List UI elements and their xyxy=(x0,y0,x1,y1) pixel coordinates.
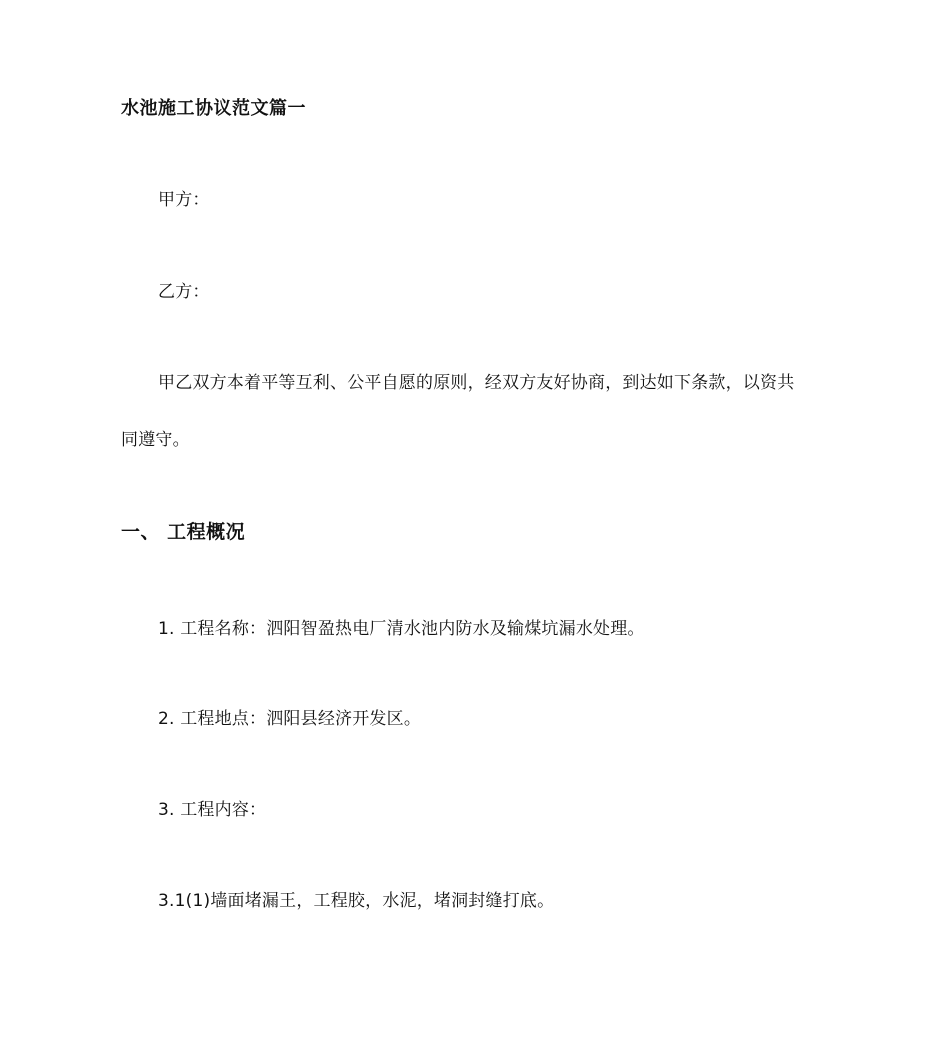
intro-paragraph-line-1: 甲乙双方本着平等互利、公平自愿的原则，经双方友好协商，到达如下条款，以资共 xyxy=(158,373,795,393)
list-item-project-location: 2. 工程地点：泗阳县经济开发区。 xyxy=(158,709,422,729)
party-b-label: 乙方： xyxy=(158,282,210,302)
document-title: 水池施工协议范文篇一 xyxy=(121,98,306,119)
list-item-project-name: 1. 工程名称：泗阳智盈热电厂清水池内防水及输煤坑漏水处理。 xyxy=(158,619,645,639)
list-item-content-3-1: 3.1(1)墙面堵漏王，工程胶，水泥，堵洞封缝打底。 xyxy=(158,891,555,911)
list-item-project-content: 3. 工程内容： xyxy=(158,800,267,820)
section-heading-overview: 一、 工程概况 xyxy=(121,521,246,543)
party-a-label: 甲方： xyxy=(158,190,210,210)
intro-paragraph-line-2: 同遵守。 xyxy=(121,430,190,450)
